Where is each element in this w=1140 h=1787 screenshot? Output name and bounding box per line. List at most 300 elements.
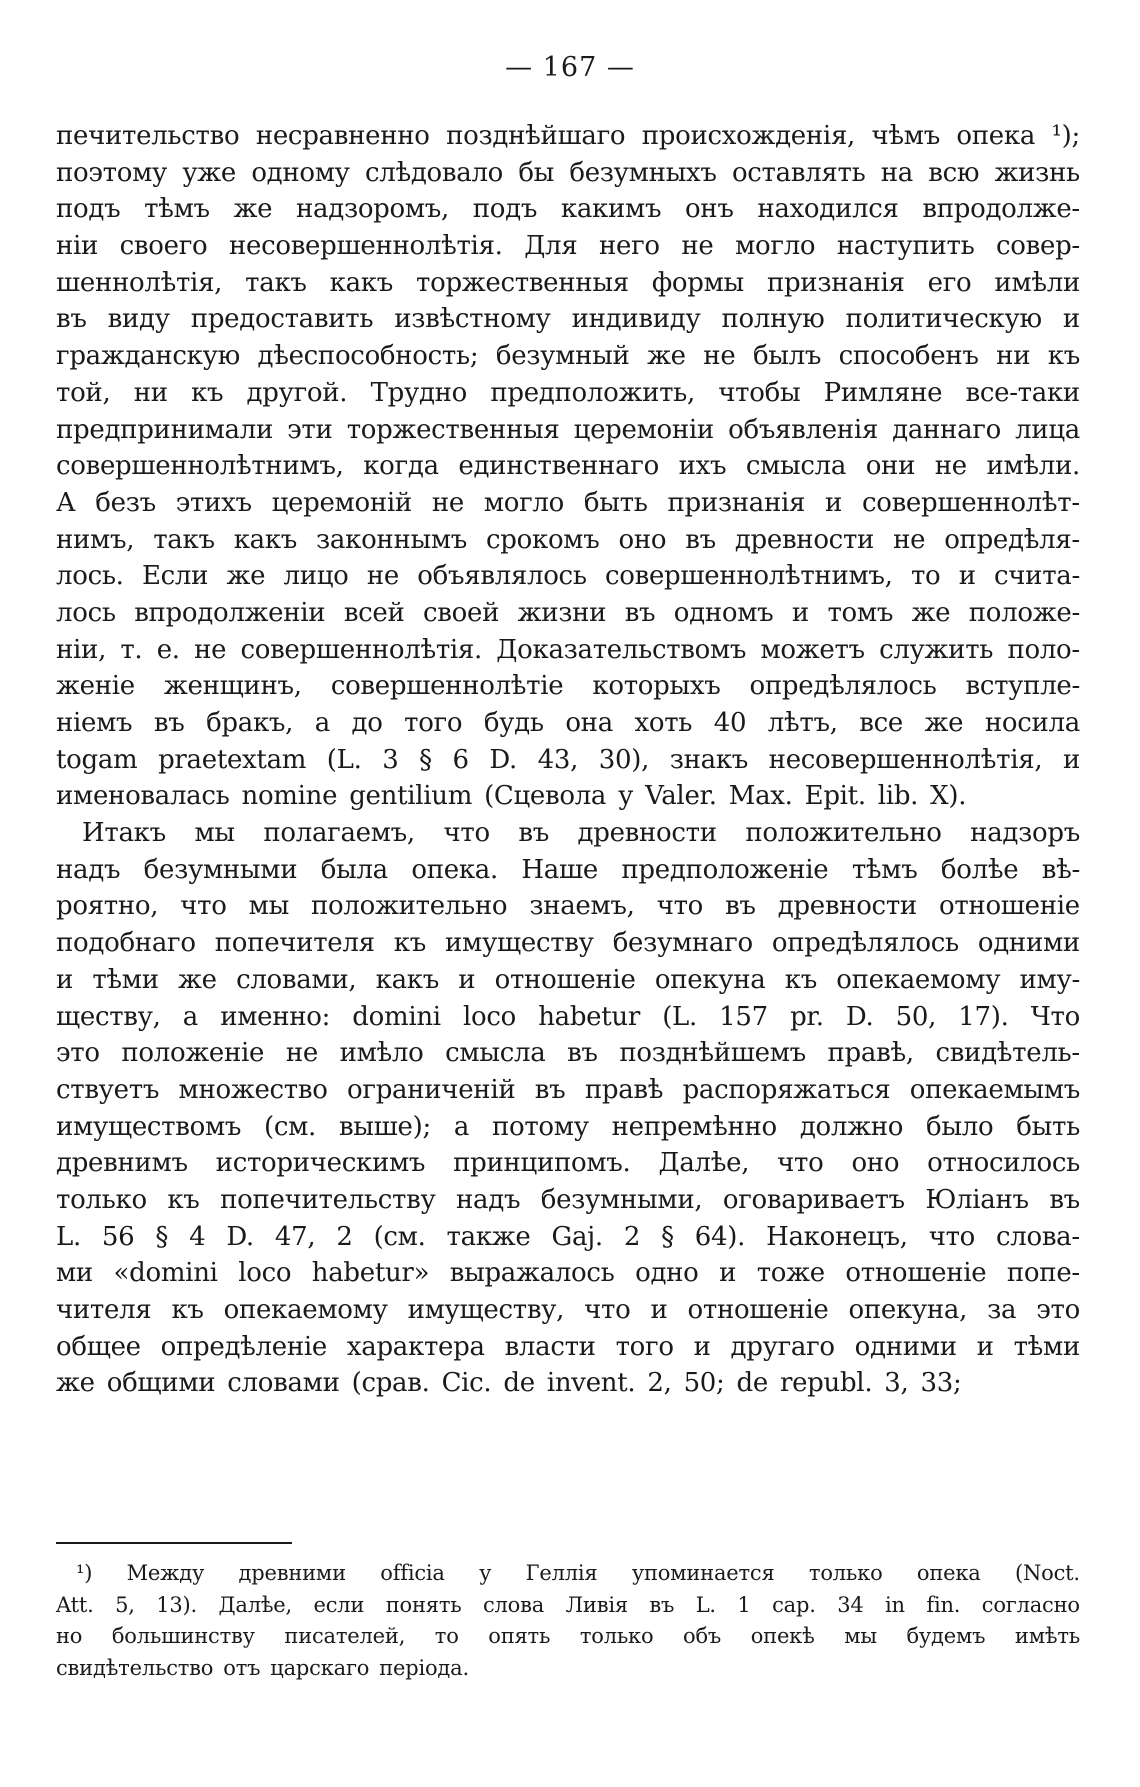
word: такъ [153,524,215,555]
word: надзоръ [970,818,1080,849]
word: понять [385,1592,462,1617]
word: въ [153,708,185,738]
word: какъ [329,267,393,298]
word: даннаго [892,414,1001,445]
word: Геллія [525,1561,598,1585]
word: Наконецъ, [766,1221,908,1252]
word: позднѣйшаго [446,121,626,151]
word: словами [227,1368,340,1399]
text-line [56,999,1080,1036]
word: Что [1030,1001,1080,1032]
word: предположить, [490,377,695,408]
word: совер- [996,231,1080,262]
word: наступить [836,231,975,262]
word: того [404,708,463,738]
word: объ [683,1624,722,1648]
word: мы [248,891,289,922]
word: оно [851,1148,900,1179]
word: къ [1047,341,1080,372]
word: одними [977,928,1080,959]
word: Итакъ [82,818,166,849]
word: впродолженіи [134,597,326,628]
word: же [178,964,217,995]
word: не [934,451,967,482]
word: и [458,964,476,995]
word: гражданскую [56,341,240,372]
word: 17). [958,1001,1009,1032]
word: опекуна, [848,1295,968,1325]
word: единственнаго [458,451,659,482]
word: имуществомъ [56,1111,242,1142]
word: уже [182,157,237,188]
word: чителя [56,1295,152,1325]
word: мы [844,1624,877,1648]
word: болѣе [940,854,1019,885]
word: только [808,1561,883,1585]
text-line [56,338,1080,375]
body-text [56,118,1080,1402]
word: признанія [667,487,806,518]
word: находился [757,194,899,225]
word: что [928,1221,976,1252]
word: invent. [546,1368,636,1399]
word: совершеннолѣтія. [240,634,482,665]
word: А [56,487,76,518]
word: бы [518,157,555,188]
word: попечительству [220,1184,436,1215]
word: Трудно [370,377,468,408]
word: могло [483,487,564,518]
word: онъ [684,194,734,225]
word: чтобы [718,377,801,408]
text-line [56,595,1080,632]
word: безумнаго [612,928,753,959]
word: носила [984,708,1080,738]
word: безумными, [540,1184,703,1215]
word: знакъ [669,744,749,775]
word: будь [483,708,544,738]
word: въ [685,524,716,555]
word: ограниченій [347,1074,516,1105]
word: индивиду [571,304,701,335]
word: общее [56,1331,141,1362]
word: относилось [927,1148,1080,1179]
word: несовершеннолѣтія. [228,231,503,262]
word: ществу, [56,1001,161,1032]
word: Valer. [645,781,717,812]
word: какимъ [560,194,662,225]
word: опекаемымъ [909,1074,1080,1105]
word: 64). [694,1221,746,1252]
word: опредѣлялось [749,671,937,702]
footnote-line [56,1653,1080,1685]
word: имѣли. [986,451,1080,482]
word: отношеніе [687,1295,829,1325]
word: 2 [336,1221,353,1252]
word: § [419,744,432,775]
word: лицо [283,561,349,592]
text-line [56,1255,1080,1292]
word: тѣмъ [851,854,918,885]
word: правѣ, [827,1038,914,1069]
word: извѣстному [394,304,551,335]
word: а [314,708,330,738]
text-line [56,1365,1080,1402]
word: въ [725,891,756,922]
word: къ [393,928,426,959]
word: въ [649,1592,675,1617]
word: (L. [326,744,362,775]
word: торжественныя [416,267,629,298]
word: принципомъ. [453,1148,631,1179]
word: Римляне [823,377,943,408]
text-line [56,852,1080,889]
word: и [976,1331,994,1362]
word: также [446,1221,531,1252]
word: служить [879,634,994,665]
word: хоть [634,708,693,738]
word: общими [106,1368,216,1399]
word: своего [119,231,208,262]
word: ствуетъ [56,1074,160,1105]
word: L. [695,1592,716,1617]
word: pr. [790,1001,824,1032]
text-line [56,412,1080,449]
word: Max. [728,781,793,812]
word: выше); [338,1111,431,1142]
word: положеніе [121,1038,265,1069]
word: же [647,341,686,372]
word: одно [635,1258,699,1289]
word: Gaj. [551,1221,603,1252]
word: у [618,781,634,812]
word: же [56,1368,95,1399]
text-line [56,1292,1080,1329]
word: 30), [598,744,650,775]
word: она [565,708,613,738]
word: что [656,891,704,922]
word: Далѣе, [658,1148,750,1179]
word: D. [226,1221,254,1252]
word: de [736,1368,768,1399]
word: отношеніе [938,891,1080,922]
word: тѣмъ [144,194,210,225]
word: виду [107,304,170,335]
word: же [226,561,266,592]
word: и [825,487,843,518]
word: ми [56,1258,93,1289]
footnote-line [56,1558,1080,1590]
word: древними [238,1561,346,1585]
word: и [791,597,809,628]
word: распоряжаться [682,1074,891,1105]
word: Att. [56,1592,94,1617]
word: и [650,1295,668,1325]
word: правѣ [584,1074,664,1105]
word: 5, [115,1592,135,1617]
word: 40 [713,708,747,738]
word: дѣеспособность; [257,341,479,372]
word: позднѣйшемъ [619,1038,806,1069]
word: отношеніе [845,1258,987,1289]
text-line [56,155,1080,192]
word: Между [126,1561,205,1585]
word: ихъ [678,451,727,482]
word: другой. [246,377,348,408]
word: срокомъ [486,524,600,555]
word: мы [194,818,235,849]
word: L. [56,1221,81,1252]
word: Cic. [441,1368,492,1399]
word: согласно [981,1592,1080,1617]
word: только [579,1624,654,1648]
word: опекѣ [750,1624,815,1648]
word: то [910,561,941,592]
word: того [615,1331,674,1362]
word: все [859,708,903,738]
word: и [56,964,74,995]
word: тѣми [1013,1331,1080,1362]
word: оставлять [731,157,866,188]
word: большинству [111,1624,255,1648]
footnote-line [56,1590,1080,1622]
word: officia [380,1561,445,1585]
word: опредѣлялось [771,928,959,959]
word: въ [1049,1184,1080,1215]
word: 50; [683,1368,725,1399]
word: loco [463,1001,516,1032]
text-line [56,301,1080,338]
word: древности [734,524,875,555]
word: чѣмъ [871,121,940,151]
word: не [366,561,399,592]
word: лица [1015,414,1080,445]
word: только [56,1184,147,1215]
word: опредѣленіе [160,1331,327,1362]
text-line [56,118,1080,155]
word: надъ [456,1184,521,1215]
word: именовалась [56,781,230,812]
word: лось. [56,561,124,592]
word: писателей, [284,1624,406,1648]
word: 2 [623,1221,641,1252]
word: одному [251,157,350,188]
word: древности [777,891,917,922]
word: роятно, [56,891,159,922]
word: въ [567,1038,598,1069]
word: это [56,1038,100,1069]
word: ніи [56,231,99,262]
word: republ. [779,1368,873,1399]
word: попе- [1006,1258,1080,1289]
text-line [56,485,1080,522]
word: знаемъ, [529,891,635,922]
word: Далѣе, [218,1592,292,1617]
word: когда [363,451,439,482]
word: ніи, [56,634,107,665]
word: счита- [994,561,1080,592]
word: поло- [1007,634,1080,665]
word: и [1062,744,1080,775]
page-number: — 167 — [505,52,635,83]
word: in [885,1592,905,1617]
word: свидѣтельство [56,1655,214,1680]
word: признанія [766,267,905,298]
word: не [703,341,736,372]
word: всей [343,597,405,628]
text-line [56,925,1080,962]
word: fin. [926,1592,961,1617]
word: а [182,1001,198,1032]
word: печительство [56,121,240,151]
word: могло [735,231,816,262]
word: имѣли [994,267,1080,298]
word: habetur [538,1001,640,1032]
word: опека [916,1561,981,1585]
word: 56 [101,1221,135,1252]
footnote [56,1558,1080,1684]
word: иму- [1019,964,1080,995]
word: законнымъ [316,524,468,555]
word: въ [56,304,87,335]
word: слова [482,1592,545,1617]
text-line [56,1182,1080,1219]
word: шеннолѣтія, [56,267,223,298]
word: совершеннолѣтнимъ, [56,451,344,482]
word: они [865,451,916,482]
word: togam [56,744,138,775]
word: одномъ [673,597,774,628]
word: за [987,1295,1017,1325]
word: предоставить [190,304,374,335]
word: совершеннолѣт- [861,487,1080,518]
word: тѣми [92,964,159,995]
word: (L. [662,1001,697,1032]
word: тоже [756,1258,825,1289]
word: эти [287,414,333,445]
text-line [56,962,1080,999]
text-line [56,1109,1080,1146]
word: 33; [920,1368,962,1399]
footnote-divider [56,1542,292,1544]
word: древнимъ [56,1148,188,1179]
word: lib. [877,781,919,812]
word: его [927,267,972,298]
word: совершеннолѣтіе [330,671,564,702]
word: 13). [156,1592,197,1617]
word: loco [238,1258,292,1289]
word: смысла [445,1038,546,1069]
word: потому [491,1111,589,1142]
word: совершеннолѣтнимъ, [605,561,893,592]
word: лѣтъ, [767,708,838,738]
word: и [1062,304,1080,335]
text-line [56,522,1080,559]
word: былъ [752,341,822,372]
word: 50, [895,1001,937,1032]
word: надзоромъ, [296,194,450,225]
word: къ [191,377,224,408]
word: cap. [772,1592,816,1617]
text-line [56,1072,1080,1109]
word: что [777,1148,824,1179]
word: ніемъ [56,708,133,738]
word: попечителя [214,928,375,959]
word: но [56,1624,83,1648]
word: отношеніе [494,964,636,995]
word: предположеніе [621,854,829,885]
word: praetextam [158,744,307,775]
word: своей [423,597,500,628]
word: же [233,194,273,225]
word: надъ [56,854,121,885]
word: ¹) [76,1561,93,1585]
word: непремѣнно [611,1111,777,1142]
word: вступле- [965,671,1080,702]
word: 3 [382,744,399,775]
word: поэтому [56,157,168,188]
word: въ [534,1074,566,1105]
word: nomine [241,781,338,812]
word: упоминается [631,1561,775,1585]
word: жизнь [994,157,1080,188]
word: опека. [411,854,498,885]
text-line [56,448,1080,485]
text-line [56,668,1080,705]
footnote-line [56,1621,1080,1653]
text-line [56,558,1080,595]
word: несравненно [255,121,430,151]
word: имѣть [1014,1624,1080,1648]
word: D. [845,1001,874,1032]
word: X). [930,781,967,812]
word: § [661,1221,674,1252]
word: объявленія [728,414,878,445]
word: (см. [264,1111,317,1142]
word: подъ [56,194,121,225]
word: той, [56,377,111,408]
word: это [1036,1295,1080,1325]
word: къ [784,964,817,995]
word: что [180,891,227,922]
word: безумныхъ [569,157,717,188]
word: «domini [113,1258,218,1289]
word: свидѣтель- [935,1038,1080,1069]
text-line [56,1219,1080,1256]
word: все-таки [965,377,1080,408]
word: въ [518,818,549,849]
word: D. [489,744,517,775]
word: церемоній [271,487,412,518]
word: (Noct. [1014,1561,1080,1585]
word: безъ [95,487,156,518]
word: то [434,1624,459,1648]
word: 3, [884,1368,909,1399]
word: а [453,1111,470,1142]
word: опять [488,1624,551,1648]
text-line [56,191,1080,228]
word: 6 [452,744,469,775]
word: Если [141,561,209,592]
text-line [56,705,1080,742]
word: несовершеннолѣтія, [768,744,1043,775]
word: можетъ [760,634,865,665]
word: 1 [737,1592,751,1617]
word: всю [928,157,980,188]
word: же [924,708,964,738]
word: Юліанъ [925,1184,1029,1215]
word: не [194,634,227,665]
